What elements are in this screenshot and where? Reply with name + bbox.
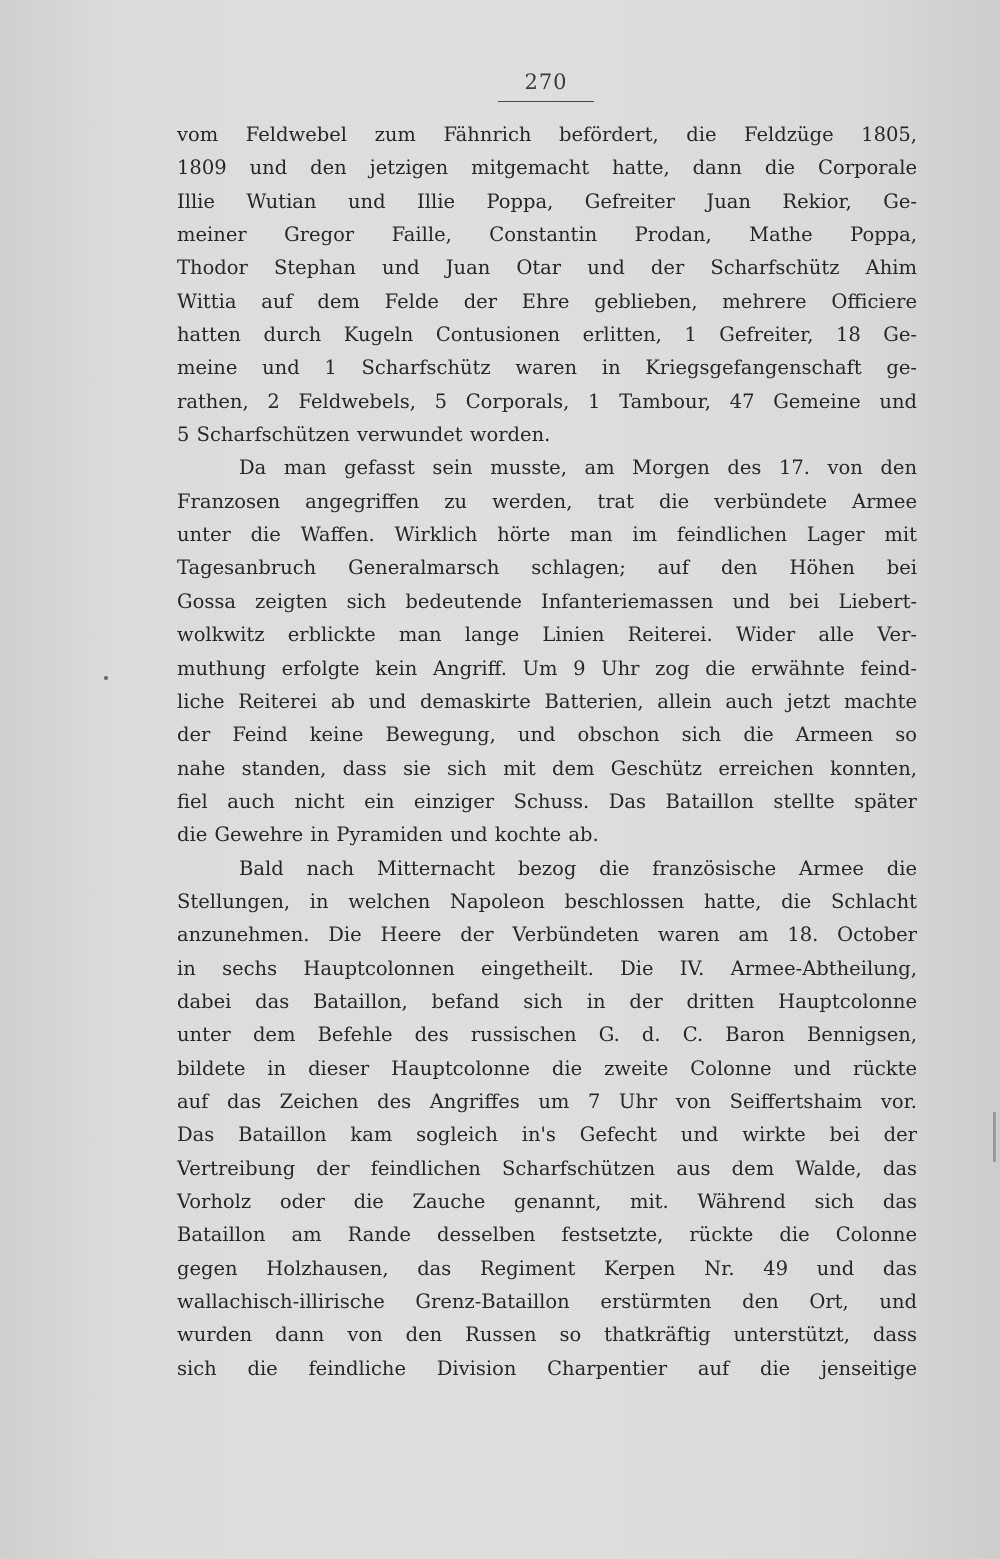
text-line: Bataillon am Rande desselben festsetzte, rückte die Colonne [177, 1223, 917, 1247]
text-line: unter die Waffen. Wirklich hörte man im feindlichen Lager mit [177, 523, 917, 547]
text-line: Illie Wutian und Illie Poppa, Gefreiter Juan Rekior, Ge- [177, 189, 917, 213]
text-line: wolkwitz erblickte man lange Linien Reiterei. Wider alle Ver- [177, 623, 917, 647]
text-line: vom Feldwebel zum Fähnrich befördert, die Feldzüge 1805, [177, 123, 917, 146]
margin-mark [104, 676, 108, 680]
text-line: Franzosen angegriffen zu werden, trat die verbündete Armee [177, 489, 917, 513]
text-line: bildete in dieser Hauptcolonne die zweite Colonne und rückte [177, 1056, 917, 1080]
text-line: Stellungen, in welchen Napoleon beschlossen hatte, die Schlacht [177, 889, 917, 913]
text-line: wallachisch-illirische Grenz-Bataillon erstürmten den Ort, und [177, 1290, 917, 1314]
text-line: Vertreibung der feindlichen Scharfschützen aus dem Walde, das [177, 1156, 917, 1180]
text-line: rathen, 2 Feldwebels, 5 Corporals, 1 Tambour, 47 Gemeine und [177, 389, 917, 413]
text-line: anzunehmen. Die Heere der Verbündeten waren am 18. October [177, 923, 917, 947]
text-line: nahe standen, dass sie sich mit dem Geschütz erreichen konnten, [177, 756, 917, 780]
paragraph-start-line: Da man gefasst sein musste, am Morgen des 17. von den [239, 456, 917, 480]
text-line: Das Bataillon kam sogleich in's Gefecht und wirkte bei der [177, 1123, 917, 1147]
text-line: Wittia auf dem Felde der Ehre geblieben, mehrere Officiere [177, 289, 917, 313]
page-number-rule [498, 101, 594, 102]
text-line: Vorholz oder die Zauche genannt, mit. Während sich das [177, 1190, 917, 1213]
text-line: die Gewehre in Pyramiden und kochte ab. [177, 823, 599, 847]
text-line: unter dem Befehle des russischen G. d. C. Baron Bennigsen, [177, 1023, 917, 1047]
text-line: Thodor Stephan und Juan Otar und der Scharfschütz Ahim [177, 256, 917, 280]
page-edge-mark [993, 1112, 996, 1162]
text-line: meiner Gregor Faille, Constantin Prodan, Mathe Poppa, [177, 223, 917, 247]
text-line: meine und 1 Scharfschütz waren in Kriegsgefangenschaft ge- [177, 356, 917, 380]
text-line: hatten durch Kugeln Contusionen erlitten, 1 Gefreiter, 18 Ge- [177, 323, 917, 347]
text-line: auf das Zeichen des Angriffes um 7 Uhr von Seiffertshaim vor. [177, 1089, 917, 1113]
text-line: wurden dann von den Russen so thatkräftig unterstützt, dass [177, 1323, 917, 1347]
body-text [177, 118, 917, 1385]
text-line: 1809 und den jetzigen mitgemacht hatte, dann die Corporale [177, 156, 917, 180]
text-line: fiel auch nicht ein einziger Schuss. Das Bataillon stellte später [177, 789, 917, 813]
text-line: gegen Holzhausen, das Regiment Kerpen Nr. 49 und das [177, 1256, 917, 1280]
text-line: Gossa zeigten sich bedeutende Infanteriemassen und bei Liebert- [177, 589, 917, 613]
text-line: liche Reiterei ab und demaskirte Batterien, allein auch jetzt machte [177, 689, 917, 713]
text-line: in sechs Hauptcolonnen eingetheilt. Die IV. Armee-Abtheilung, [177, 956, 917, 980]
text-line: sich die feindliche Division Charpentier auf die jenseitige [177, 1356, 917, 1380]
text-line: 5 Scharfschützen verwundet worden. [177, 423, 551, 447]
text-line: der Feind keine Bewegung, und obschon sich die Armeen so [177, 723, 917, 747]
page-number: 270 [524, 70, 568, 94]
text-line: dabei das Bataillon, befand sich in der dritten Hauptcolonne [177, 989, 917, 1013]
paragraph-start-line: Bald nach Mitternacht bezog die französische Armee die [239, 856, 917, 880]
text-line: Tagesanbruch Generalmarsch schlagen; auf den Höhen bei [177, 556, 917, 580]
text-line: muthung erfolgte kein Angriff. Um 9 Uhr zog die erwähnte feind- [177, 656, 917, 680]
